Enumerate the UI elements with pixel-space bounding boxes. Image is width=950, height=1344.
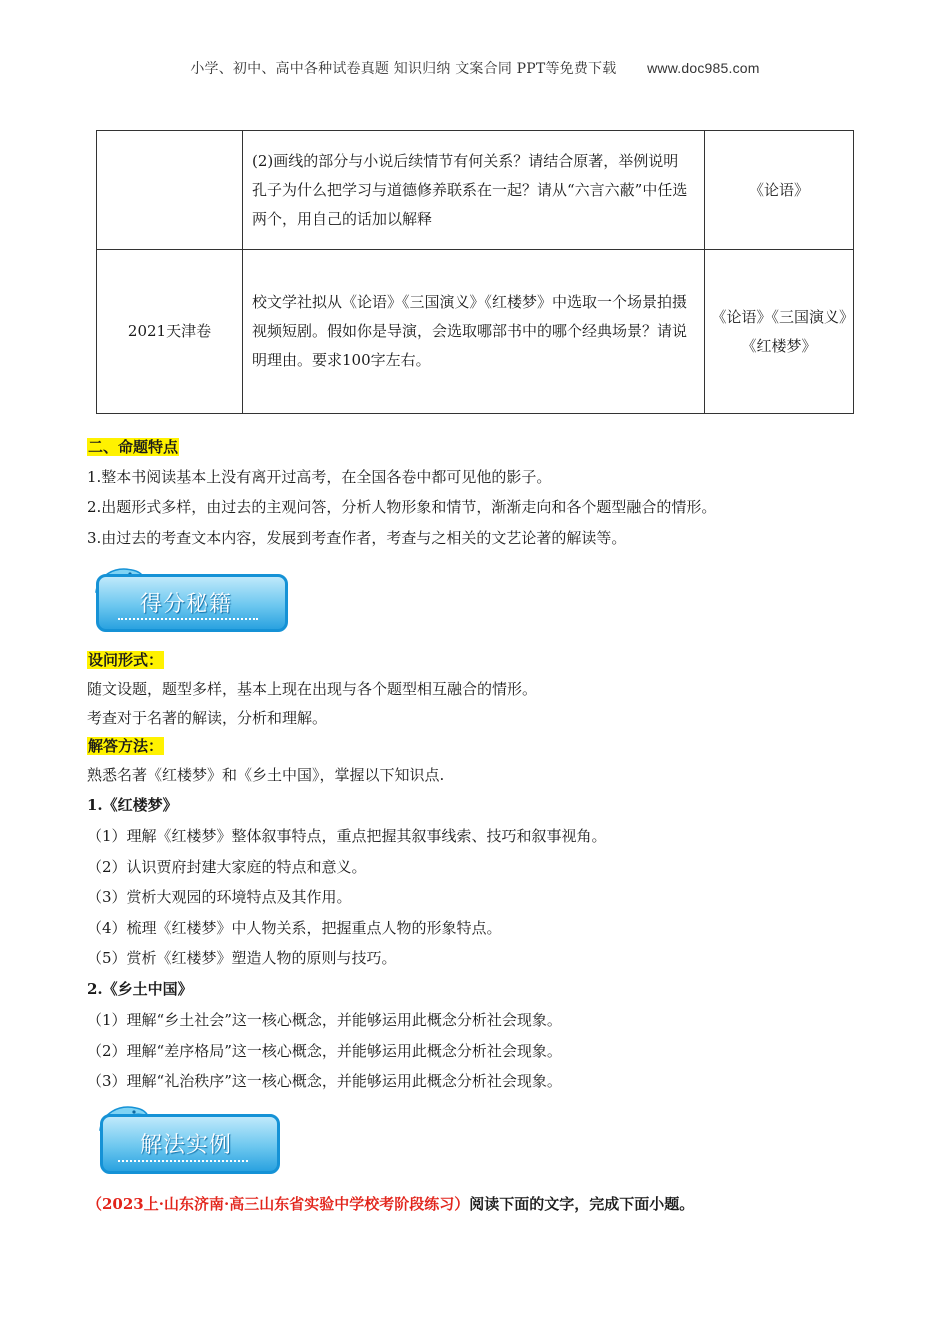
banner-label: 得分秘籍 (140, 592, 233, 617)
book-cell: 《论语》 (705, 131, 854, 250)
subsection-title (87, 735, 164, 756)
text-line: 随文设题，题型多样，基本上现在出现与各个题型相互融合的情形。 (87, 680, 538, 698)
list-item: 2.出题形式多样，由过去的主观问答，分析人物形象和情节，渐渐走向和各个题型融合的情形。 (87, 498, 717, 516)
section-title-text: 二、命题特点 (88, 438, 179, 456)
method-title: 解答方法： (88, 737, 164, 755)
list-item: （4）梳理《红楼梦》中人物关系，把握重点人物的形象特点。 (87, 919, 502, 937)
list-item: （2）认识贾府封建大家庭的特点和意义。 (87, 858, 367, 876)
question-line: 孔子为什么把学习与道德修养联系在一起？请从“六言六蔽”中任选两个，用自己的话加以解释 (252, 180, 688, 228)
list-item: （3）赏析大观园的环境特点及其作用。 (87, 888, 352, 906)
banner-label: 解法实例 (140, 1133, 233, 1158)
solution-example-banner (94, 1100, 284, 1176)
exam-question-table (96, 130, 854, 414)
example-heading (87, 1193, 694, 1214)
book-cell: 《论语》《三国演义》《红楼梦》 (705, 250, 854, 414)
question-line: (2)画线的部分与小说后续情节有何关系？请结合原著，举例说明 (252, 151, 679, 170)
list-item: （2）理解“差序格局”这一核心概念，并能够运用此概念分析社会现象。 (87, 1042, 562, 1060)
table-row (97, 250, 854, 414)
score-tips-banner (94, 562, 290, 634)
example-instruction: 阅读下面的文字，完成下面小题。 (469, 1195, 695, 1213)
page-header (0, 58, 950, 78)
question-cell (243, 250, 705, 414)
banner-wave (118, 1156, 248, 1162)
list-item: （5）赏析《红楼梦》塑造人物的原则与技巧。 (87, 949, 397, 967)
book-title: 1.《红楼梦》 (87, 796, 178, 814)
year-cell: 2021天津卷 (97, 250, 243, 414)
header-url-link[interactable]: www.doc985.com (647, 60, 760, 76)
table-row (97, 131, 854, 250)
text-line: 熟悉名著《红楼梦》和《乡土中国》，掌握以下知识点. (87, 766, 445, 784)
question-cell (243, 131, 705, 250)
banner-wave (118, 614, 258, 620)
text-line: 考查对于名著的解读，分析和理解。 (87, 709, 328, 727)
list-item: 1.整本书阅读基本上没有离开过高考，在全国各卷中都可见他的影子。 (87, 468, 552, 486)
list-item: 3.由过去的考查文本内容，发展到考查作者，考查与之相关的文艺论著的解读等。 (87, 529, 627, 547)
book-title: 2.《乡土中国》 (87, 980, 193, 998)
list-item: （3）理解“礼治秩序”这一核心概念，并能够运用此概念分析社会现象。 (87, 1072, 562, 1090)
list-item: （1）理解《红楼梦》整体叙事特点，重点把握其叙事线索、技巧和叙事视角。 (87, 827, 607, 845)
subsection-title (87, 649, 164, 670)
form-title: 设问形式： (88, 651, 164, 669)
section-title (87, 436, 179, 457)
year-cell (97, 131, 243, 250)
header-text: 小学、初中、高中各种试卷真题 知识归纳 文案合同 PPT等免费下载 (190, 61, 617, 77)
question-line: 校文学社拟从《论语》《三国演义》《红楼梦》中选取一个场景拍摄视频短剧。假如你是导演，会选取哪部书中的哪个经典场景？请说明理由。要求100字左右。 (252, 293, 688, 369)
example-source: （2023上·山东济南·高三山东省实验中学校考阶段练习） (87, 1195, 470, 1213)
list-item: （1）理解“乡土社会”这一核心概念，并能够运用此概念分析社会现象。 (87, 1011, 562, 1029)
